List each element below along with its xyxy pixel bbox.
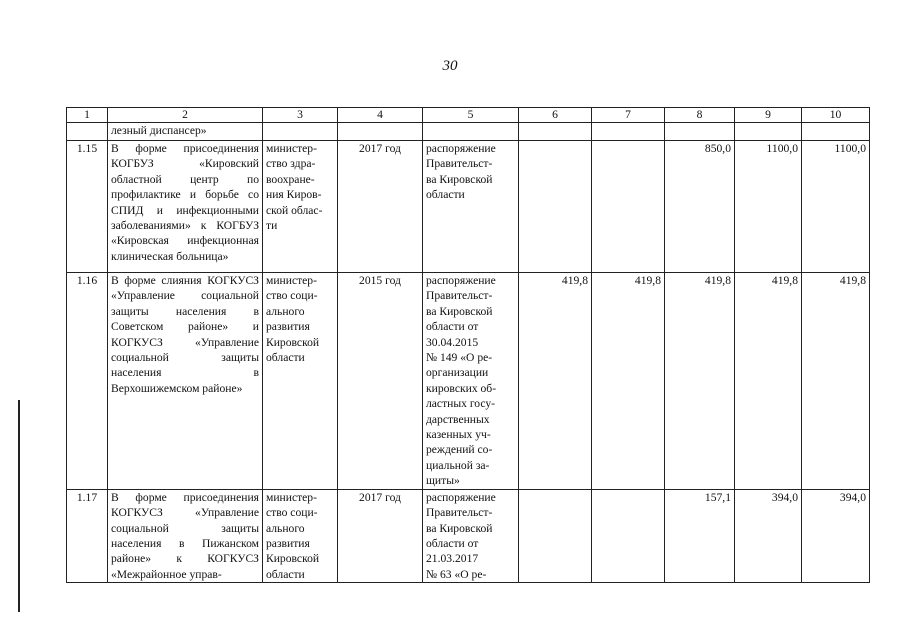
column-header: 2	[108, 108, 263, 123]
row-value-6	[519, 489, 592, 582]
row-description: В форме присоединения КОГБУЗ «Кировский областной центр по профилактике и борьбе со СПИД и инфекционными заболеваниями» к КОГБУЗ «Кировская инфекционная клиническая больница»	[108, 141, 263, 273]
row-number: 1.15	[67, 141, 108, 273]
row-authority: министер- ство соци- ального развития Кировской области	[263, 489, 338, 582]
row-value-7	[592, 141, 665, 273]
row-number: 1.17	[67, 489, 108, 582]
data-table	[66, 107, 870, 583]
margin-bar	[18, 400, 20, 612]
row-value-9: 419,8	[735, 273, 802, 490]
table-row	[67, 489, 870, 582]
row-value-6	[519, 141, 592, 273]
column-header: 8	[665, 108, 735, 123]
row-value-9: 1100,0	[735, 141, 802, 273]
row-year: 2015 год	[338, 273, 423, 490]
row-value-10: 1100,0	[802, 141, 870, 273]
row-value-7: 419,8	[592, 273, 665, 490]
row-value-6: 419,8	[519, 273, 592, 490]
row-year: 2017 год	[338, 141, 423, 273]
row-value-9: 394,0	[735, 489, 802, 582]
header-row	[67, 108, 870, 123]
table-row	[67, 273, 870, 490]
column-header: 10	[802, 108, 870, 123]
continuation-text: лезный диспансер»	[108, 123, 263, 141]
row-value-8: 850,0	[665, 141, 735, 273]
row-value-8: 157,1	[665, 489, 735, 582]
continuation-row	[67, 123, 870, 141]
row-year: 2017 год	[338, 489, 423, 582]
row-value-10: 394,0	[802, 489, 870, 582]
row-authority: министер- ство здра- воохране- ния Киров- ской облас- ти	[263, 141, 338, 273]
row-value-10: 419,8	[802, 273, 870, 490]
table-row	[67, 141, 870, 273]
row-value-8: 419,8	[665, 273, 735, 490]
row-value-7	[592, 489, 665, 582]
column-header: 6	[519, 108, 592, 123]
row-authority: министер- ство соци- ального развития Кировской области	[263, 273, 338, 490]
row-document: распоряжение Правительст- ва Кировской области	[423, 141, 519, 273]
row-document: распоряжение Правительст- ва Кировской области от 21.03.2017 № 63 «О ре-	[423, 489, 519, 582]
row-description: В форме присоединения КОГКУСЗ «Управление социальной защиты населения в Пижанском районе» к КОГКУСЗ «Межрайонное управ-	[108, 489, 263, 582]
page-number: 30	[442, 58, 458, 74]
column-header: 4	[338, 108, 423, 123]
column-header: 5	[423, 108, 519, 123]
row-description: В форме слияния КОГКУСЗ «Управление социальной защиты населения в Советском районе» и КОГКУСЗ «Управление социальной защиты населения в Верхошижемском районе»	[108, 273, 263, 490]
column-header: 1	[67, 108, 108, 123]
column-header: 7	[592, 108, 665, 123]
row-document: распоряжение Правительст- ва Кировской области от 30.04.2015 № 149 «О ре- организации кировских об- ластных госу- дарственных казенных уч- реждений со- циальной за- щиты»	[423, 273, 519, 490]
row-number: 1.16	[67, 273, 108, 490]
column-header: 9	[735, 108, 802, 123]
column-header: 3	[263, 108, 338, 123]
